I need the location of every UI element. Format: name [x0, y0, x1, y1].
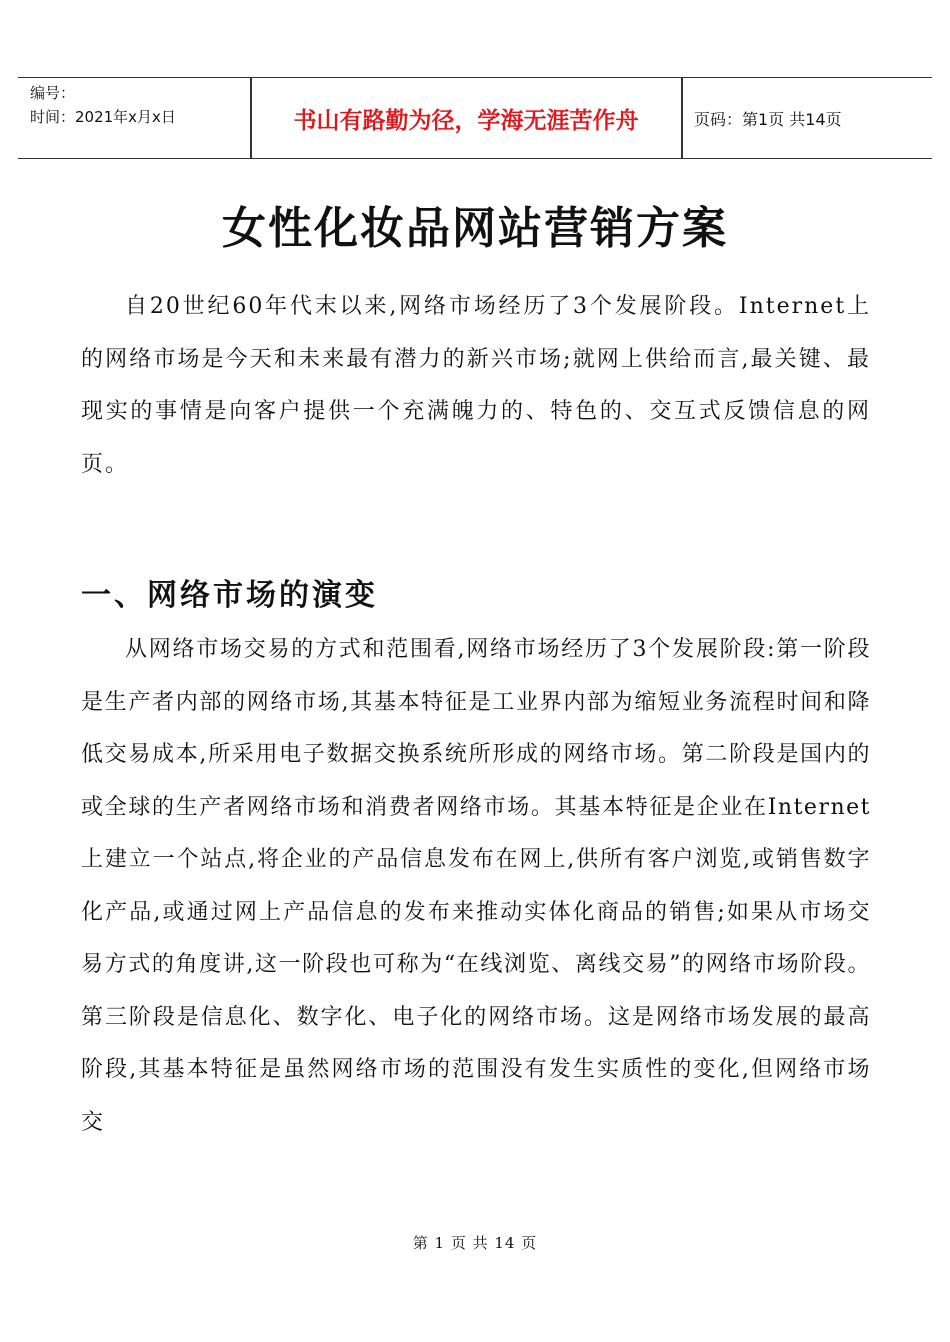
document-time-label: 时间：2021年x月x日: [30, 108, 176, 126]
section-heading: 一、网络市场的演变: [81, 578, 378, 613]
header-page-info: 页码：第1页 共14页: [694, 109, 842, 129]
document-title: 女性化妆品网站营销方案: [222, 203, 728, 254]
section-paragraph: 从网络市场交易的方式和范围看,网络市场经历了3个发展阶段:第一阶段是生产者内部的网络市场,其基本特征是工业界内部为缩短业务流程时间和降低交易成本,所采用电子数据交换系统所形成的网络市场。第二阶段是国内的或全球的生产者网络市场和消费者网络市场。其基本特征是企业在Internet上建立一个站点,将企业的产品信息发布在网上,供所有客户浏览,或销售数字化产品,或通过网上产品信息的发布来推动实体化商品的销售;如果从市场交易方式的角度讲,这一阶段也可称为“在线浏览、离线交易”的网络市场阶段。第三阶段是信息化、数字化、电子化的网络市场。这是网络市场发展的最高阶段,其基本特征是虽然网络市场的范围没有发生实质性的变化,但网络市场交: [81, 637, 871, 1135]
intro-paragraph: 自20世纪60年代末以来,网络市场经历了3个发展阶段。Internet上的网络市场是今天和未来最有潜力的新兴市场;就网上供给而言,最关键、最现实的事情是向客户提供一个充满魄力的、特色的、交互式反馈信息的网页。: [81, 294, 871, 477]
page-footer: 第 1 页 共 14 页: [412, 1234, 538, 1252]
header-motto: 书山有路勤为径，学海无涯苦作舟: [293, 107, 639, 134]
document-header-table: [18, 77, 932, 159]
header-divider: [681, 78, 683, 158]
header-meta-cell: [18, 78, 250, 158]
document-number-label: 编号：: [30, 84, 76, 102]
